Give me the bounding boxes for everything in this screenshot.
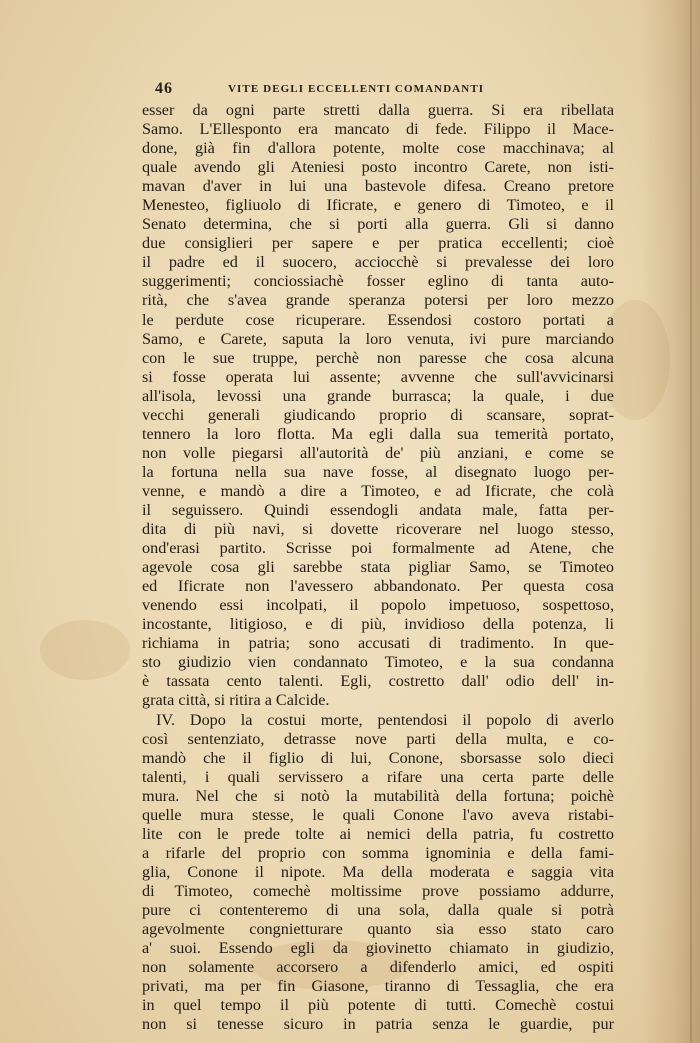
body-text <box>142 101 614 1034</box>
text-line: Menesteo, figliuolo di Ificrate, e genero di Timoteo, e il <box>142 196 614 215</box>
text-line: il seguissero. Quindi essendogli andata male, fatta per- <box>142 500 614 519</box>
page-edge-line <box>690 0 692 1043</box>
text-line: così sentenziato, detrasse nove parti della multa, e co- <box>142 729 614 748</box>
paper-stain <box>40 620 130 680</box>
text-line: si fosse operata lui assente; avvenne che sull'avvicinarsi <box>142 367 614 386</box>
text-line: in quel tempo il più potente di tutti. Comechè costui <box>142 996 614 1015</box>
text-line: non solamente accorsero a difenderlo amici, ed ospiti <box>142 958 614 977</box>
page-number: 46 <box>155 80 173 97</box>
text-line: il padre ed il suocero, acciocchè si prevalesse dei loro <box>142 253 614 272</box>
text-line: IV. Dopo la costui morte, pentendosi il popolo di averlo <box>156 710 614 729</box>
text-line: la fortuna nella sua nave fosse, al disegnato luogo per- <box>142 462 614 481</box>
running-header <box>155 80 615 102</box>
text-line: incostante, litigioso, e di più, invidioso della potenza, li <box>142 615 614 634</box>
text-line: di Timoteo, comechè moltissime prove possiamo addurre, <box>142 881 614 900</box>
text-line: esser da ogni parte stretti dalla guerra. Si era ribellata <box>142 101 614 119</box>
text-line: quale avendo gli Ateniesi posto incontro Carete, non isti- <box>142 158 614 177</box>
text-line: vecchi generali giudicando proprio di scansare, soprat- <box>142 405 614 424</box>
text-line: con le sue truppe, perchè non paresse che cosa alcuna <box>142 348 614 367</box>
text-line: agevolmente congnietturare quanto sia esso stato caro <box>142 920 614 939</box>
text-line: pure ci contenteremo di una sola, dalla quale si potrà <box>142 900 614 919</box>
text-line: mandò che il figlio di lui, Conone, sborsasse solo dieci <box>142 748 614 767</box>
text-line: a' suoi. Essendo egli da giovinetto chiamato in giudizio, <box>142 939 614 958</box>
text-line: mavan d'aver in lui una bastevole difesa. Creano pretore <box>142 177 614 196</box>
text-line: tennero la loro flotta. Ma egli dalla sua temerità portato, <box>142 424 614 443</box>
text-line: due consiglieri per sapere e per pratica eccellenti; cioè <box>142 234 614 253</box>
text-line: all'isola, levossi una grande burrasca; la quale, i due <box>142 386 614 405</box>
text-line: done, già fin d'allora potente, molte cose macchinava; al <box>142 139 614 158</box>
text-line: quelle mura stesse, le quali Conone l'avo aveva ristabi- <box>142 805 614 824</box>
text-line: Senato determina, che si porti alla guerra. Gli si danno <box>142 215 614 234</box>
text-line: venne, e mandò a dire a Timoteo, e ad Ificrate, che colà <box>142 481 614 500</box>
text-line: grata città, si ritira a Calcide. <box>142 691 330 710</box>
text-line: glia, Conone il nipote. Ma della moderata e saggia vita <box>142 862 614 881</box>
text-line: è tassata cento talenti. Egli, costretto dall' odio dell' in- <box>142 672 614 691</box>
text-line: richiama in patria; sono accusati di tradimento. In que- <box>142 634 614 653</box>
text-line: rità, che s'avea grande speranza potersi per loro mezzo <box>142 291 614 310</box>
text-line: Samo. L'Ellesponto era mancato di fede. Filippo il Mace- <box>142 120 614 139</box>
text-line: talenti, i quali servissero a rifare una certa parte delle <box>142 767 614 786</box>
text-line: non volle piegarsi all'autorità de' più anziani, e come se <box>142 443 614 462</box>
text-line: agevole cosa gli sarebbe stata pigliar Samo, se Timoteo <box>142 558 614 577</box>
text-line: Samo, e Carete, saputa la loro venuta, ivi pure marciando <box>142 329 614 348</box>
text-line: suggerimenti; conciossiachè fosser eglino di tanta auto- <box>142 272 614 291</box>
text-line: lite con le prede tolte ai nemici della patria, fu costretto <box>142 824 614 843</box>
text-line: dita di più navi, si dovette ricoverare nel luogo stesso, <box>142 520 614 539</box>
text-line: le perdute cose ricuperare. Essendosi costoro portati a <box>142 310 614 329</box>
text-line: non si tenesse sicuro in patria senza le guardie, pur <box>142 1015 614 1034</box>
text-line: ed Ificrate non l'avessero abbandonato. Per questa cosa <box>142 577 614 596</box>
running-title: VITE DEGLI ECCELLENTI COMANDANTI <box>228 83 485 95</box>
text-line: a rifarle del proprio con somma ignominia e della fami- <box>142 843 614 862</box>
text-line: venendo essi incolpati, il popolo impetuoso, sospettoso, <box>142 596 614 615</box>
text-line: privati, ma per fin Giasone, tiranno di Tessaglia, che era <box>142 977 614 996</box>
text-line: mura. Nel che si notò la mutabilità della fortuna; poichè <box>142 786 614 805</box>
text-line: ond'erasi partito. Scrisse poi formalmente ad Atene, che <box>142 539 614 558</box>
text-line: sto giudizio vien condannato Timoteo, e la sua condanna <box>142 653 614 672</box>
